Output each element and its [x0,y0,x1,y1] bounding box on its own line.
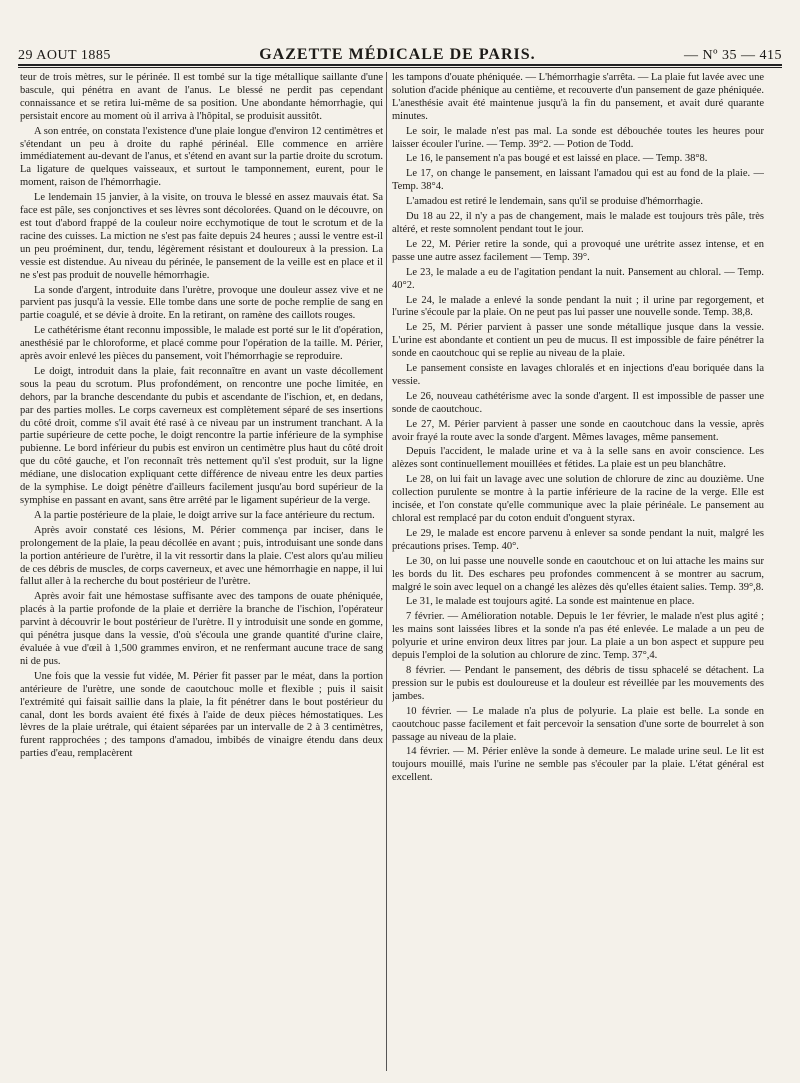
header-date: 29 AOUT 1885 [18,48,111,63]
paragraph: La sonde d'argent, introduite dans l'urètre, provoque une douleur assez vive et ne parvient pas jusqu'à la vessie. Elle tombe dans une sorte de poche remplie de sang en partie coagulé, et se dévie à droite. En la retirant, on ramène des caillots rouges. [20,284,383,322]
paragraph: Une fois que la vessie fut vidée, M. Périer fit passer par le méat, dans la portion antérieure de l'urètre, une sonde de caoutchouc molle et flexible ; puis il saisit l'extrémité qui faisait saillie dans la plaie, la fit pénétrer dans le bout postérieur du canal, dont les bords avaient été fixés à l'aide de deux pièces hémostatiques. Les lèvres de la plaie urétrale, qui étaient séparées par un intervalle de 2 à 3 centimètres, furent rapprochées ; des tampons d'amadou, imbibés de vinaigre étendu dans deux parties d'eau, remplacèrent [20,670,383,760]
column-divider [386,72,387,1071]
paragraph: Le 28, on lui fait un lavage avec une solution de chlorure de zinc au douzième. Une collection purulente se montre à la partie inférieure de la racine de la verge. Elle est incisée, et l'on constate qu'elle communique avec la plaie périnéale. Le pansement au chloral est remplacé par du coton enduit d'onguent styrax. [392,474,764,524]
paragraph: Le 26, nouveau cathétérisme avec la sonde d'argent. Il est impossible de passer une sonde de caoutchouc. [392,390,764,415]
header-rule [18,64,782,66]
paragraph: 14 février. — M. Périer enlève la sonde à demeure. Le malade urine seul. Le lit est toujours mouillé, mais l'urine ne semble pas s'écouler par la plaie. L'état général est excellent. [392,746,764,784]
paragraph: Le 30, on lui passe une nouvelle sonde en caoutchouc et on lui attache les mains sur les bords du lit. Des eschares peu profondes commencent à se montrer au sacrum, malgré le soin avec lequel on a changé les alèzes dès qu'elles étaient salies. Temp. 39°,8. [392,555,764,593]
paragraph: 10 février. — Le malade n'a plus de polyurie. La plaie est belle. La sonde en caoutchouc passe facilement et fait percevoir la sensation d'une sorte de bourrelet à son passage au niveau de la plaie. [392,705,764,743]
right-column [392,72,764,1073]
paragraph: Le 24, le malade a enlevé la sonde pendant la nuit ; il urine par regorgement, et l'urine s'écoule par la plaie. On ne peut pas lui passer une nouvelle sonde. Temp. 38,8. [392,294,764,319]
paragraph: Le 17, on change le pansement, en laissant l'amadou qui est au fond de la plaie. — Temp. 38°4. [392,168,764,193]
paragraph: teur de trois mètres, sur le périnée. Il est tombé sur la tige métallique saillante d'une bascule, qui pénétra en avant de l'anus. Le blessé ne perdit pas cependant connaissance et se retira lui-même de sa position. Une abondante hémorrhagie, qui persistait encore au moment où il arriva à l'hôpital, se produisit aussitôt. [20,72,383,122]
paragraph: Le lendemain 15 janvier, à la visite, on trouva le blessé en assez mauvais état. Sa face est pâle, ses conjonctives et ses lèvres sont décolorées. Quand on le découvre, on est tout d'abord frappé de la couleur noire ecchymotique de tout le scrotum et de la racine des cuisses. La miction ne s'est pas faite depuis 24 heures ; aussi le ventre est-il un peu proéminent, dur, tendu, légèrement résistant et douloureux à la pression. La vessie est distendue. Au niveau du périnée, le pansement de la veille est en place et il ne s'est pas produit de nouvelle hémorrhagie. [20,192,383,281]
paragraph: Le 16, le pansement n'a pas bougé et est laissé en place. — Temp. 38°8. [406,153,708,165]
paragraph: Le 31, le malade est toujours agité. La sonde est maintenue en place. [406,596,695,608]
paragraph: L'amadou est retiré le lendemain, sans qu'il se produise d'hémorrhagie. [406,196,703,208]
header-title: GAZETTE MÉDICALE DE PARIS. [259,46,536,63]
paragraph: les tampons d'ouate phéniquée. — L'hémorrhagie s'arrêta. — La plaie fut lavée avec une solution d'acide phénique au centième, et recouverte d'un pansement de gaze phéniquée. L'anesthésie avait été maintenue jusqu'à la fin du pansement, et avait duré quarante minutes. [392,72,764,122]
paragraph: Du 18 au 22, il n'y a pas de changement, mais le malade est toujours très pâle, très altéré, et reste somnolent pendant tout le jour. [392,211,764,235]
paragraph: Le 22, M. Périer retire la sonde, qui a provoqué une urétrite assez intense, et en passe une autre assez facilement — Temp. 39°. [392,238,764,263]
paragraph: Le soir, le malade n'est pas mal. La sonde est débouchée toutes les heures pour laisser écouler l'urine. — Temp. 39°2. — Potion de Todd. [392,125,764,150]
paragraph: Après avoir fait une hémostase suffisante avec des tampons de ouate phéniquée, placés à la partie profonde de la plaie et derrière la branche de l'ischion, l'opérateur parvint à découvrir le bout postérieur de l'urètre. Il y introduisit une sonde en gomme, qui pénétra jusque dans la vessie, d'où s'écoula une grande quantité d'urine claire, évaluée à vue d'œil à 1,500 grammes environ, et ne renfermant aucune trace de sang ni de pus. [20,591,383,667]
header-rule-thin [18,67,782,68]
paragraph: Le doigt, introduit dans la plaie, fait reconnaître en avant un vaste décollement sous la peau du scrotum. Plus profondément, on rencontre une poche limitée, en dehors, par la branche descendante du pubis et ascendante de l'ischion, et, en dedans, par des parties molles. Le corps caverneux est complètement séparé de ses insertions du côté droit, comme s'il avait été rasé à ce niveau par un instrument tranchant. A la partie supérieure de cette poche, le doigt rencontre la partie inférieure de la symphise pubienne. Le bord inférieur du pubis est environ un centimètre plus haut du côté droit que du côté gauche, et l'on reconnaît très nettement qu'il s'est produit, sur la ligne médiane, une dislocation expliquant cette différence de niveau entre les deux parties de la symphise. Le doigt pénètre d'ailleurs facilement jusqu'au bord supérieur de la symphise en passant en avant, sans être arrêté par le ligament supérieur de la verge. [20,365,383,506]
paragraph: A son entrée, on constata l'existence d'une plaie longue d'environ 12 centimètres et s'étendant un peu à droite du raphé périnéal. Elle commence en arrière immédiatement au-devant de l'anus, et s'étend en avant sur la partie droite du scrotum. La ligature de quelques vaisseaux, et surtout le tamponnement, eurent, pour le moment, raison de l'hémorrhagie. [20,125,383,189]
paragraph: Le 25, M. Périer parvient à passer une sonde métallique jusque dans la vessie. L'urine est abondante et contient un peu de mucus. Il est impossible de faire pénétrer la sonde en caoutchouc qui se replie au niveau de la plaie. [392,322,764,360]
paragraph: Depuis l'accident, le malade urine et va à la selle sans en avoir conscience. Les alèzes sont continuellement mouillées et fétides. La plaie est un peu blanchâtre. [392,446,764,471]
paragraph: 7 février. — Amélioration notable. Depuis le 1er février, le malade n'est plus agité ; les mains sont laissées libres et la sonde n'a pas été enlevée. Le malade a un peu de polyurie et urine environ deux litres par jour. La plaie a un bon aspect et suppure peu depuis l'emploi de la solution au chlorure de zinc. Temp. 37°,4. [392,611,764,662]
header-issue-page: — Nº 35 — 415 [684,48,782,63]
page-header [18,40,782,64]
paragraph: Le pansement consiste en lavages chloralés et en injections d'eau boriquée dans la vessie. [392,363,764,387]
paragraph: Le cathétérisme étant reconnu impossible, le malade est porté sur le lit d'opération, anesthésié par le chloroforme, et placé comme pour l'opération de la taille. M. Périer, après avoir enlevé les pièces du pansement, voit l'hémorrhagie se reproduire. [20,325,383,363]
paragraph: Le 29, le malade est encore parvenu à enlever sa sonde pendant la nuit, malgré les précautions prises. Temp. 40°. [392,527,764,552]
paragraph: A la partie postérieure de la plaie, le doigt arrive sur la face antérieure du rectum. [34,509,375,521]
paragraph: Après avoir constaté ces lésions, M. Périer commença par inciser, dans le prolongement de la plaie, la peau décollée en avant ; puis, introduisant une sonde dans la portion antérieure de l'urètre, il la vit ressortir dans la plaie. C'est alors qu'au milieu de ces débris de muscles, de corps caverneux, et avec une hémorrhagie en nappe, il lui fallut aller à la recherche du bout postérieur de l'urètre. [20,524,383,588]
paragraph: 8 février. — Pendant le pansement, des débris de tissu sphacelé se détachent. La pression sur le pubis est douloureuse et la douleur est réveillée par les mouvements des jambes. [392,664,764,702]
paragraph: Le 23, le malade a eu de l'agitation pendant la nuit. Pansement au chloral. — Temp. 40°2. [392,266,764,291]
paragraph: Le 27, M. Périer parvient à passer une sonde en caoutchouc dans la vessie, après avoir frayé la route avec la sonde d'argent. Mêmes lavages, même pansement. [392,418,764,443]
left-column [20,72,383,1073]
